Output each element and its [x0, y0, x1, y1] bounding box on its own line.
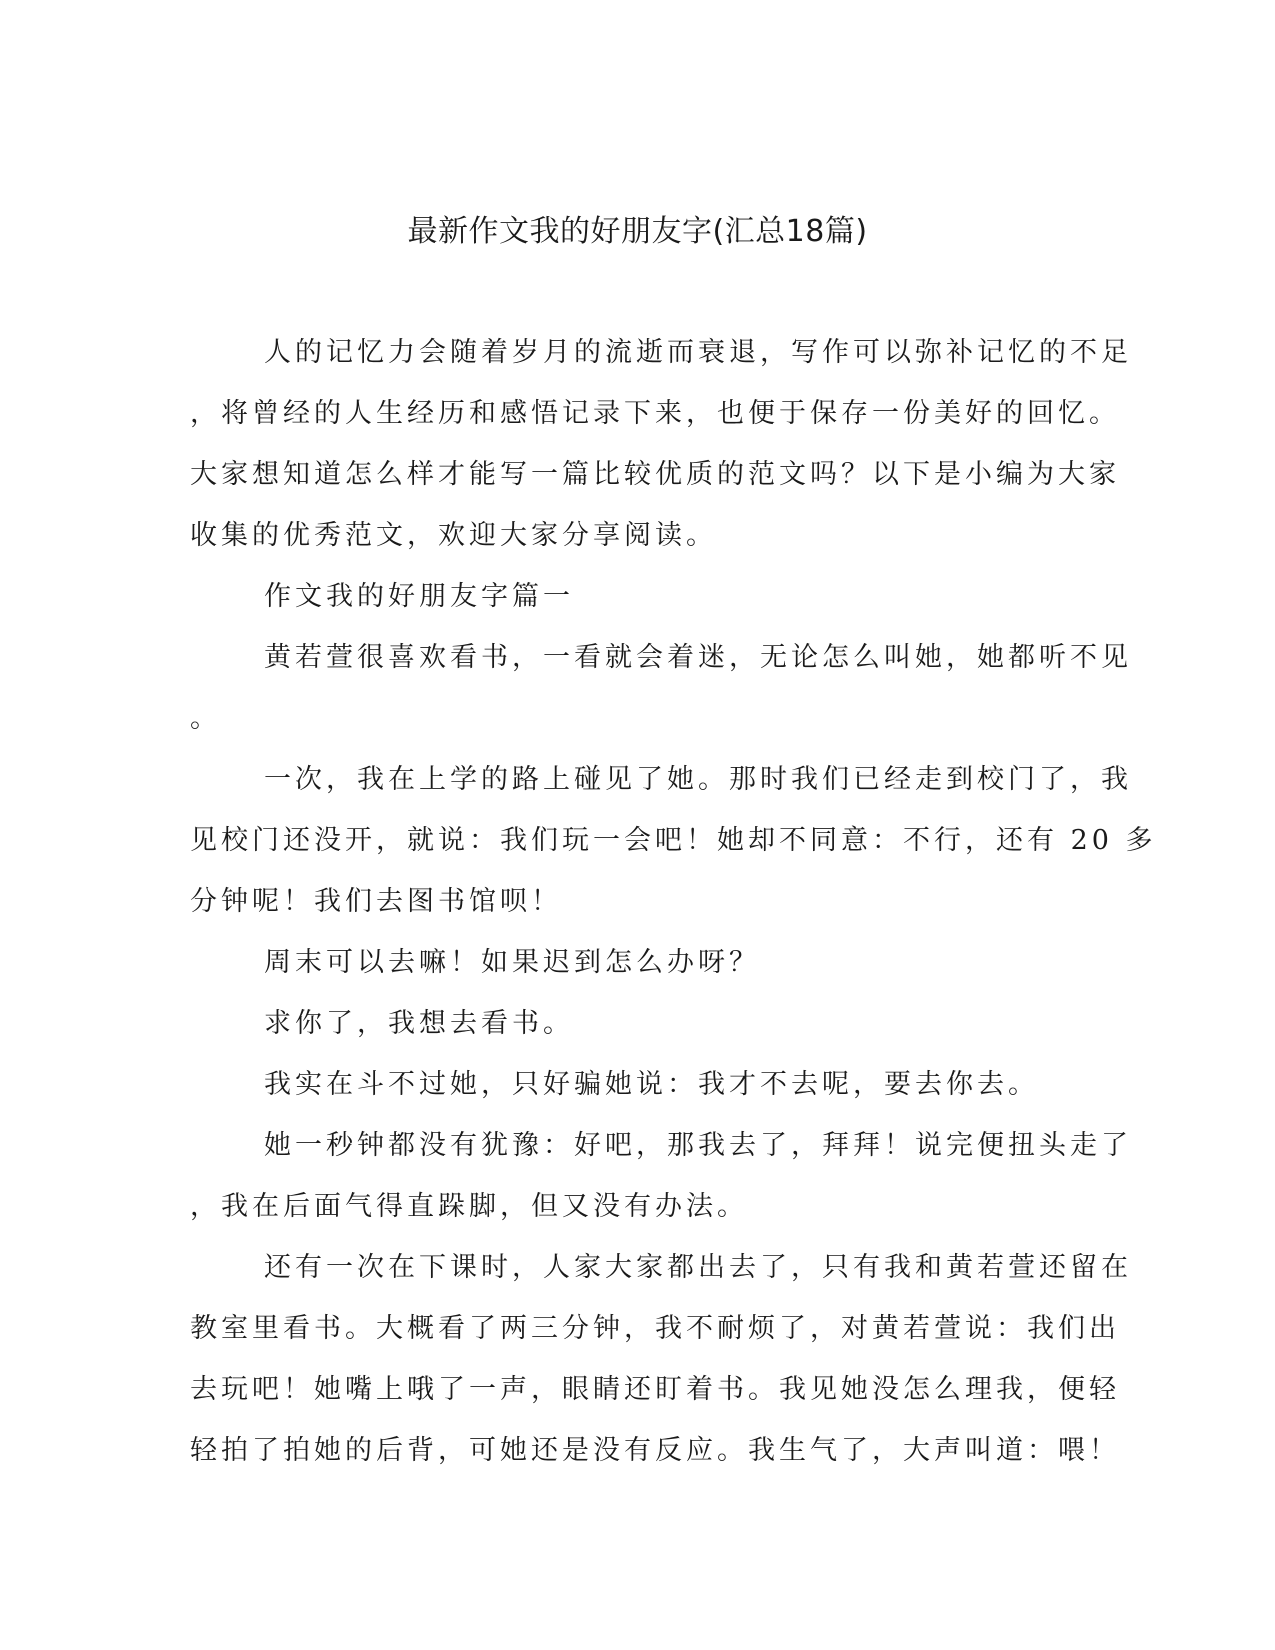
body-text-line: 大家想知道怎么样才能写一篇比较优质的范文吗？以下是小编为大家: [190, 459, 1120, 490]
body-text-line: 教室里看书。大概看了两三分钟，我不耐烦了，对黄若萱说：我们出: [190, 1313, 1120, 1344]
body-text-line: 分钟呢！我们去图书馆呗！: [190, 886, 562, 917]
body-text-line: 作文我的好朋友字篇一: [264, 581, 574, 612]
body-text-line: 去玩吧！她嘴上哦了一声，眼睛还盯着书。我见她没怎么理我，便轻: [190, 1374, 1120, 1405]
body-text-line: 人的记忆力会随着岁月的流逝而衰退，写作可以弥补记忆的不足: [264, 337, 1132, 368]
body-text-line: 黄若萱很喜欢看书，一看就会着迷，无论怎么叫她，她都听不见: [264, 642, 1132, 673]
body-text-line: 轻拍了拍她的后背，可她还是没有反应。我生气了，大声叫道：喂！: [190, 1435, 1120, 1466]
body-text-line: 还有一次在下课时，人家大家都出去了，只有我和黄若萱还留在: [264, 1252, 1132, 1283]
body-text-line: 收集的优秀范文，欢迎大家分享阅读。: [190, 520, 717, 551]
body-text-line: 我实在斗不过她，只好骗她说：我才不去呢，要去你去。: [264, 1069, 1039, 1100]
body-text-line: 她一秒钟都没有犹豫：好吧，那我去了，拜拜！说完便扭头走了: [264, 1130, 1132, 1161]
document-body: [190, 322, 1157, 1481]
body-text-line: 周末可以去嘛！如果迟到怎么办呀？: [264, 947, 760, 978]
body-text-line: 。: [190, 703, 221, 734]
body-text-line: ，我在后面气得直跺脚，但又没有办法。: [190, 1191, 748, 1222]
document-title: 最新作文我的好朋友字(汇总18篇): [407, 214, 868, 249]
body-text-line: ，将曾经的人生经历和感悟记录下来，也便于保存一份美好的回忆。: [190, 398, 1120, 429]
body-text-line: 一次，我在上学的路上碰见了她。那时我们已经走到校门了，我: [264, 764, 1132, 795]
body-text-line: 求你了，我想去看书。: [264, 1008, 574, 1039]
body-text-line: 见校门还没开，就说：我们玩一会吧！她却不同意：不行，还有 20 多: [190, 825, 1157, 856]
